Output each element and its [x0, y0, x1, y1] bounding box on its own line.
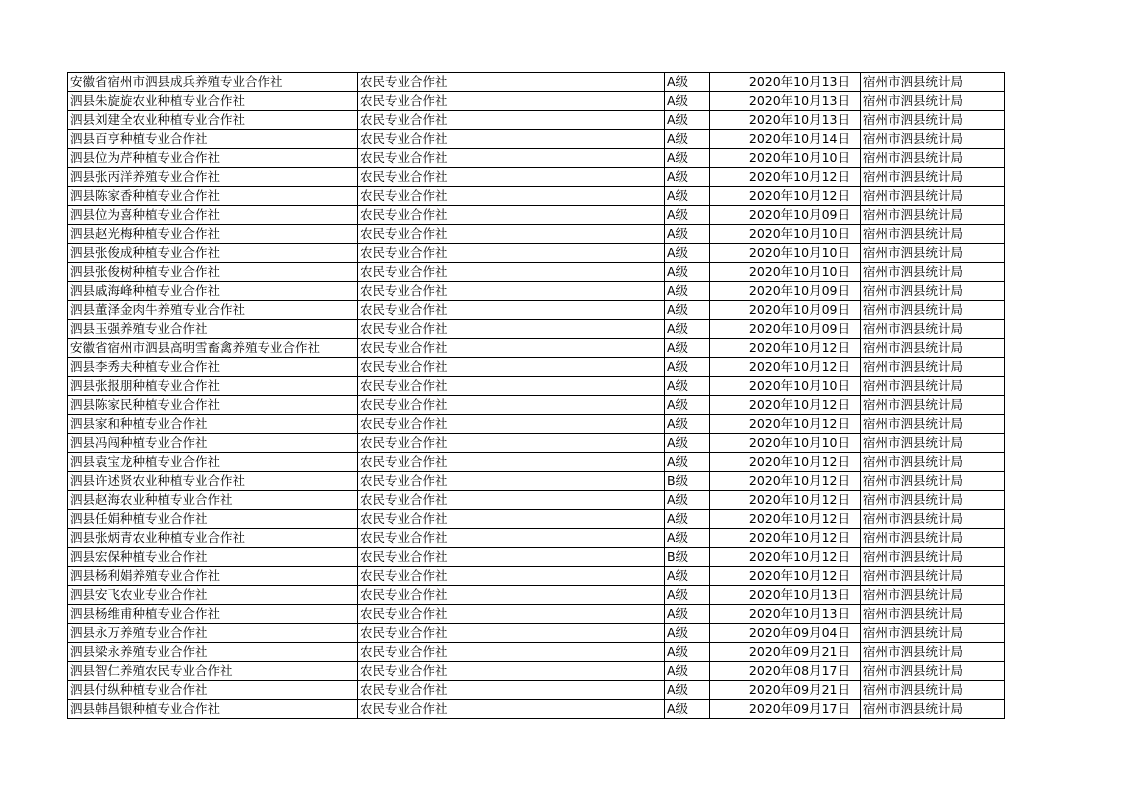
rating-date-cell: 2020年10月12日 [710, 187, 861, 206]
cooperative-name-cell: 泗县宏保种植专业合作社 [68, 548, 358, 567]
table-row [68, 168, 1005, 187]
table-row [68, 73, 1005, 92]
rating-grade-cell: A级 [665, 415, 710, 434]
rating-date-cell: 2020年10月10日 [710, 263, 861, 282]
rating-date-cell: 2020年10月10日 [710, 149, 861, 168]
entity-type-cell: 农民专业合作社 [358, 434, 665, 453]
rating-grade-cell: A级 [665, 92, 710, 111]
rating-grade-cell: A级 [665, 73, 710, 92]
rating-date-cell: 2020年10月12日 [710, 168, 861, 187]
issuing-authority-cell: 宿州市泗县统计局 [861, 643, 1005, 662]
issuing-authority-cell: 宿州市泗县统计局 [861, 301, 1005, 320]
issuing-authority-cell: 宿州市泗县统计局 [861, 92, 1005, 111]
issuing-authority-cell: 宿州市泗县统计局 [861, 130, 1005, 149]
table-body [68, 73, 1005, 719]
table-row [68, 453, 1005, 472]
rating-grade-cell: A级 [665, 624, 710, 643]
cooperative-name-cell: 泗县许述贤农业种植专业合作社 [68, 472, 358, 491]
rating-grade-cell: A级 [665, 377, 710, 396]
table-row [68, 681, 1005, 700]
rating-grade-cell: A级 [665, 681, 710, 700]
cooperative-rating-table [67, 72, 1005, 719]
table-row [68, 358, 1005, 377]
entity-type-cell: 农民专业合作社 [358, 111, 665, 130]
entity-type-cell: 农民专业合作社 [358, 206, 665, 225]
rating-date-cell: 2020年10月09日 [710, 301, 861, 320]
cooperative-name-cell: 泗县刘建全农业种植专业合作社 [68, 111, 358, 130]
rating-grade-cell: A级 [665, 168, 710, 187]
table-row [68, 415, 1005, 434]
cooperative-name-cell: 泗县家和种植专业合作社 [68, 415, 358, 434]
entity-type-cell: 农民专业合作社 [358, 263, 665, 282]
cooperative-name-cell: 泗县陈家民种植专业合作社 [68, 396, 358, 415]
rating-date-cell: 2020年10月12日 [710, 358, 861, 377]
entity-type-cell: 农民专业合作社 [358, 377, 665, 396]
issuing-authority-cell: 宿州市泗县统计局 [861, 377, 1005, 396]
cooperative-name-cell: 泗县张俊树种植专业合作社 [68, 263, 358, 282]
rating-grade-cell: A级 [665, 339, 710, 358]
table-row [68, 624, 1005, 643]
table-row [68, 339, 1005, 358]
cooperative-name-cell: 泗县冯闯种植专业合作社 [68, 434, 358, 453]
rating-date-cell: 2020年10月09日 [710, 320, 861, 339]
rating-date-cell: 2020年10月12日 [710, 529, 861, 548]
rating-date-cell: 2020年10月12日 [710, 510, 861, 529]
cooperative-name-cell: 泗县张炳青农业种植专业合作社 [68, 529, 358, 548]
entity-type-cell: 农民专业合作社 [358, 187, 665, 206]
rating-grade-cell: A级 [665, 130, 710, 149]
issuing-authority-cell: 宿州市泗县统计局 [861, 453, 1005, 472]
rating-grade-cell: A级 [665, 510, 710, 529]
table-row [68, 510, 1005, 529]
rating-grade-cell: A级 [665, 225, 710, 244]
cooperative-name-cell: 泗县袁宝龙种植专业合作社 [68, 453, 358, 472]
rating-grade-cell: A级 [665, 586, 710, 605]
cooperative-name-cell: 泗县张报朋种植专业合作社 [68, 377, 358, 396]
entity-type-cell: 农民专业合作社 [358, 472, 665, 491]
rating-grade-cell: A级 [665, 320, 710, 339]
issuing-authority-cell: 宿州市泗县统计局 [861, 472, 1005, 491]
issuing-authority-cell: 宿州市泗县统计局 [861, 168, 1005, 187]
entity-type-cell: 农民专业合作社 [358, 529, 665, 548]
rating-date-cell: 2020年09月21日 [710, 643, 861, 662]
entity-type-cell: 农民专业合作社 [358, 453, 665, 472]
rating-grade-cell: A级 [665, 244, 710, 263]
table-row [68, 377, 1005, 396]
rating-date-cell: 2020年10月10日 [710, 377, 861, 396]
table-row [68, 111, 1005, 130]
rating-date-cell: 2020年10月12日 [710, 567, 861, 586]
table-row [68, 396, 1005, 415]
entity-type-cell: 农民专业合作社 [358, 149, 665, 168]
issuing-authority-cell: 宿州市泗县统计局 [861, 358, 1005, 377]
rating-date-cell: 2020年10月12日 [710, 415, 861, 434]
entity-type-cell: 农民专业合作社 [358, 130, 665, 149]
table-row [68, 320, 1005, 339]
issuing-authority-cell: 宿州市泗县统计局 [861, 187, 1005, 206]
entity-type-cell: 农民专业合作社 [358, 92, 665, 111]
entity-type-cell: 农民专业合作社 [358, 681, 665, 700]
cooperative-name-cell: 泗县百亨种植专业合作社 [68, 130, 358, 149]
entity-type-cell: 农民专业合作社 [358, 586, 665, 605]
cooperative-name-cell: 泗县付纵种植专业合作社 [68, 681, 358, 700]
table-row [68, 548, 1005, 567]
rating-grade-cell: A级 [665, 662, 710, 681]
entity-type-cell: 农民专业合作社 [358, 624, 665, 643]
entity-type-cell: 农民专业合作社 [358, 282, 665, 301]
table-row [68, 567, 1005, 586]
table-row [68, 472, 1005, 491]
entity-type-cell: 农民专业合作社 [358, 396, 665, 415]
rating-grade-cell: A级 [665, 301, 710, 320]
issuing-authority-cell: 宿州市泗县统计局 [861, 586, 1005, 605]
rating-date-cell: 2020年10月09日 [710, 282, 861, 301]
issuing-authority-cell: 宿州市泗县统计局 [861, 548, 1005, 567]
issuing-authority-cell: 宿州市泗县统计局 [861, 700, 1005, 719]
table-row [68, 92, 1005, 111]
cooperative-name-cell: 泗县李秀夫种植专业合作社 [68, 358, 358, 377]
rating-date-cell: 2020年09月17日 [710, 700, 861, 719]
rating-grade-cell: A级 [665, 700, 710, 719]
rating-grade-cell: A级 [665, 263, 710, 282]
cooperative-name-cell: 泗县赵海农业种植专业合作社 [68, 491, 358, 510]
table-row [68, 700, 1005, 719]
entity-type-cell: 农民专业合作社 [358, 548, 665, 567]
entity-type-cell: 农民专业合作社 [358, 244, 665, 263]
rating-date-cell: 2020年10月12日 [710, 339, 861, 358]
rating-date-cell: 2020年10月14日 [710, 130, 861, 149]
entity-type-cell: 农民专业合作社 [358, 339, 665, 358]
issuing-authority-cell: 宿州市泗县统计局 [861, 491, 1005, 510]
cooperative-name-cell: 泗县张丙洋养殖专业合作社 [68, 168, 358, 187]
entity-type-cell: 农民专业合作社 [358, 73, 665, 92]
rating-grade-cell: A级 [665, 529, 710, 548]
table-row [68, 130, 1005, 149]
rating-date-cell: 2020年10月13日 [710, 73, 861, 92]
cooperative-name-cell: 泗县董泽金肉牛养殖专业合作社 [68, 301, 358, 320]
cooperative-name-cell: 安徽省宿州市泗县成兵养殖专业合作社 [68, 73, 358, 92]
issuing-authority-cell: 宿州市泗县统计局 [861, 624, 1005, 643]
cooperative-name-cell: 泗县安飞农业专业合作社 [68, 586, 358, 605]
table-row [68, 605, 1005, 624]
issuing-authority-cell: 宿州市泗县统计局 [861, 320, 1005, 339]
rating-grade-cell: A级 [665, 358, 710, 377]
issuing-authority-cell: 宿州市泗县统计局 [861, 415, 1005, 434]
rating-grade-cell: A级 [665, 149, 710, 168]
table-row [68, 187, 1005, 206]
cooperative-name-cell: 泗县赵光梅种植专业合作社 [68, 225, 358, 244]
rating-grade-cell: A级 [665, 396, 710, 415]
table-row [68, 434, 1005, 453]
rating-date-cell: 2020年10月12日 [710, 396, 861, 415]
rating-date-cell: 2020年10月13日 [710, 111, 861, 130]
issuing-authority-cell: 宿州市泗县统计局 [861, 73, 1005, 92]
rating-grade-cell: A级 [665, 453, 710, 472]
rating-date-cell: 2020年10月12日 [710, 472, 861, 491]
rating-grade-cell: A级 [665, 206, 710, 225]
issuing-authority-cell: 宿州市泗县统计局 [861, 244, 1005, 263]
rating-date-cell: 2020年10月09日 [710, 206, 861, 225]
table-row [68, 301, 1005, 320]
cooperative-name-cell: 泗县陈家香种植专业合作社 [68, 187, 358, 206]
issuing-authority-cell: 宿州市泗县统计局 [861, 206, 1005, 225]
rating-grade-cell: B级 [665, 548, 710, 567]
rating-grade-cell: A级 [665, 434, 710, 453]
issuing-authority-cell: 宿州市泗县统计局 [861, 282, 1005, 301]
issuing-authority-cell: 宿州市泗县统计局 [861, 339, 1005, 358]
cooperative-name-cell: 泗县智仁养殖农民专业合作社 [68, 662, 358, 681]
rating-date-cell: 2020年08月17日 [710, 662, 861, 681]
entity-type-cell: 农民专业合作社 [358, 358, 665, 377]
rating-grade-cell: A级 [665, 643, 710, 662]
issuing-authority-cell: 宿州市泗县统计局 [861, 681, 1005, 700]
rating-grade-cell: A级 [665, 605, 710, 624]
cooperative-name-cell: 泗县梁永养殖专业合作社 [68, 643, 358, 662]
rating-grade-cell: A级 [665, 282, 710, 301]
table-row [68, 643, 1005, 662]
rating-grade-cell: A级 [665, 567, 710, 586]
cooperative-name-cell: 泗县韩昌银种植专业合作社 [68, 700, 358, 719]
entity-type-cell: 农民专业合作社 [358, 567, 665, 586]
table-row [68, 244, 1005, 263]
rating-date-cell: 2020年10月13日 [710, 586, 861, 605]
table-row [68, 282, 1005, 301]
rating-grade-cell: B级 [665, 472, 710, 491]
cooperative-name-cell: 安徽省宿州市泗县高明雪畜禽养殖专业合作社 [68, 339, 358, 358]
rating-date-cell: 2020年10月13日 [710, 92, 861, 111]
issuing-authority-cell: 宿州市泗县统计局 [861, 263, 1005, 282]
cooperative-name-cell: 泗县张俊成种植专业合作社 [68, 244, 358, 263]
rating-date-cell: 2020年10月10日 [710, 244, 861, 263]
rating-date-cell: 2020年09月04日 [710, 624, 861, 643]
rating-date-cell: 2020年10月12日 [710, 491, 861, 510]
issuing-authority-cell: 宿州市泗县统计局 [861, 149, 1005, 168]
table-row [68, 263, 1005, 282]
cooperative-name-cell: 泗县杨利娟养殖专业合作社 [68, 567, 358, 586]
entity-type-cell: 农民专业合作社 [358, 510, 665, 529]
entity-type-cell: 农民专业合作社 [358, 320, 665, 339]
table-row [68, 662, 1005, 681]
rating-date-cell: 2020年10月12日 [710, 453, 861, 472]
table-row [68, 206, 1005, 225]
entity-type-cell: 农民专业合作社 [358, 225, 665, 244]
cooperative-name-cell: 泗县位为喜种植专业合作社 [68, 206, 358, 225]
issuing-authority-cell: 宿州市泗县统计局 [861, 111, 1005, 130]
entity-type-cell: 农民专业合作社 [358, 662, 665, 681]
rating-date-cell: 2020年10月13日 [710, 605, 861, 624]
issuing-authority-cell: 宿州市泗县统计局 [861, 225, 1005, 244]
table-row [68, 586, 1005, 605]
entity-type-cell: 农民专业合作社 [358, 605, 665, 624]
issuing-authority-cell: 宿州市泗县统计局 [861, 567, 1005, 586]
issuing-authority-cell: 宿州市泗县统计局 [861, 396, 1005, 415]
cooperative-name-cell: 泗县杨维甫种植专业合作社 [68, 605, 358, 624]
rating-grade-cell: A级 [665, 187, 710, 206]
rating-date-cell: 2020年10月10日 [710, 434, 861, 453]
entity-type-cell: 农民专业合作社 [358, 491, 665, 510]
table-row [68, 529, 1005, 548]
rating-date-cell: 2020年10月10日 [710, 225, 861, 244]
table-row [68, 491, 1005, 510]
entity-type-cell: 农民专业合作社 [358, 168, 665, 187]
table-row [68, 225, 1005, 244]
entity-type-cell: 农民专业合作社 [358, 643, 665, 662]
cooperative-name-cell: 泗县任娟种植专业合作社 [68, 510, 358, 529]
issuing-authority-cell: 宿州市泗县统计局 [861, 434, 1005, 453]
issuing-authority-cell: 宿州市泗县统计局 [861, 662, 1005, 681]
cooperative-name-cell: 泗县永万养殖专业合作社 [68, 624, 358, 643]
rating-grade-cell: A级 [665, 111, 710, 130]
entity-type-cell: 农民专业合作社 [358, 415, 665, 434]
issuing-authority-cell: 宿州市泗县统计局 [861, 605, 1005, 624]
rating-date-cell: 2020年09月21日 [710, 681, 861, 700]
cooperative-name-cell: 泗县位为芹种植专业合作社 [68, 149, 358, 168]
rating-date-cell: 2020年10月12日 [710, 548, 861, 567]
entity-type-cell: 农民专业合作社 [358, 301, 665, 320]
cooperative-name-cell: 泗县戚海峰种植专业合作社 [68, 282, 358, 301]
cooperative-name-cell: 泗县朱旋旋农业种植专业合作社 [68, 92, 358, 111]
entity-type-cell: 农民专业合作社 [358, 700, 665, 719]
issuing-authority-cell: 宿州市泗县统计局 [861, 510, 1005, 529]
rating-grade-cell: A级 [665, 491, 710, 510]
table-row [68, 149, 1005, 168]
issuing-authority-cell: 宿州市泗县统计局 [861, 529, 1005, 548]
cooperative-name-cell: 泗县玉强养殖专业合作社 [68, 320, 358, 339]
